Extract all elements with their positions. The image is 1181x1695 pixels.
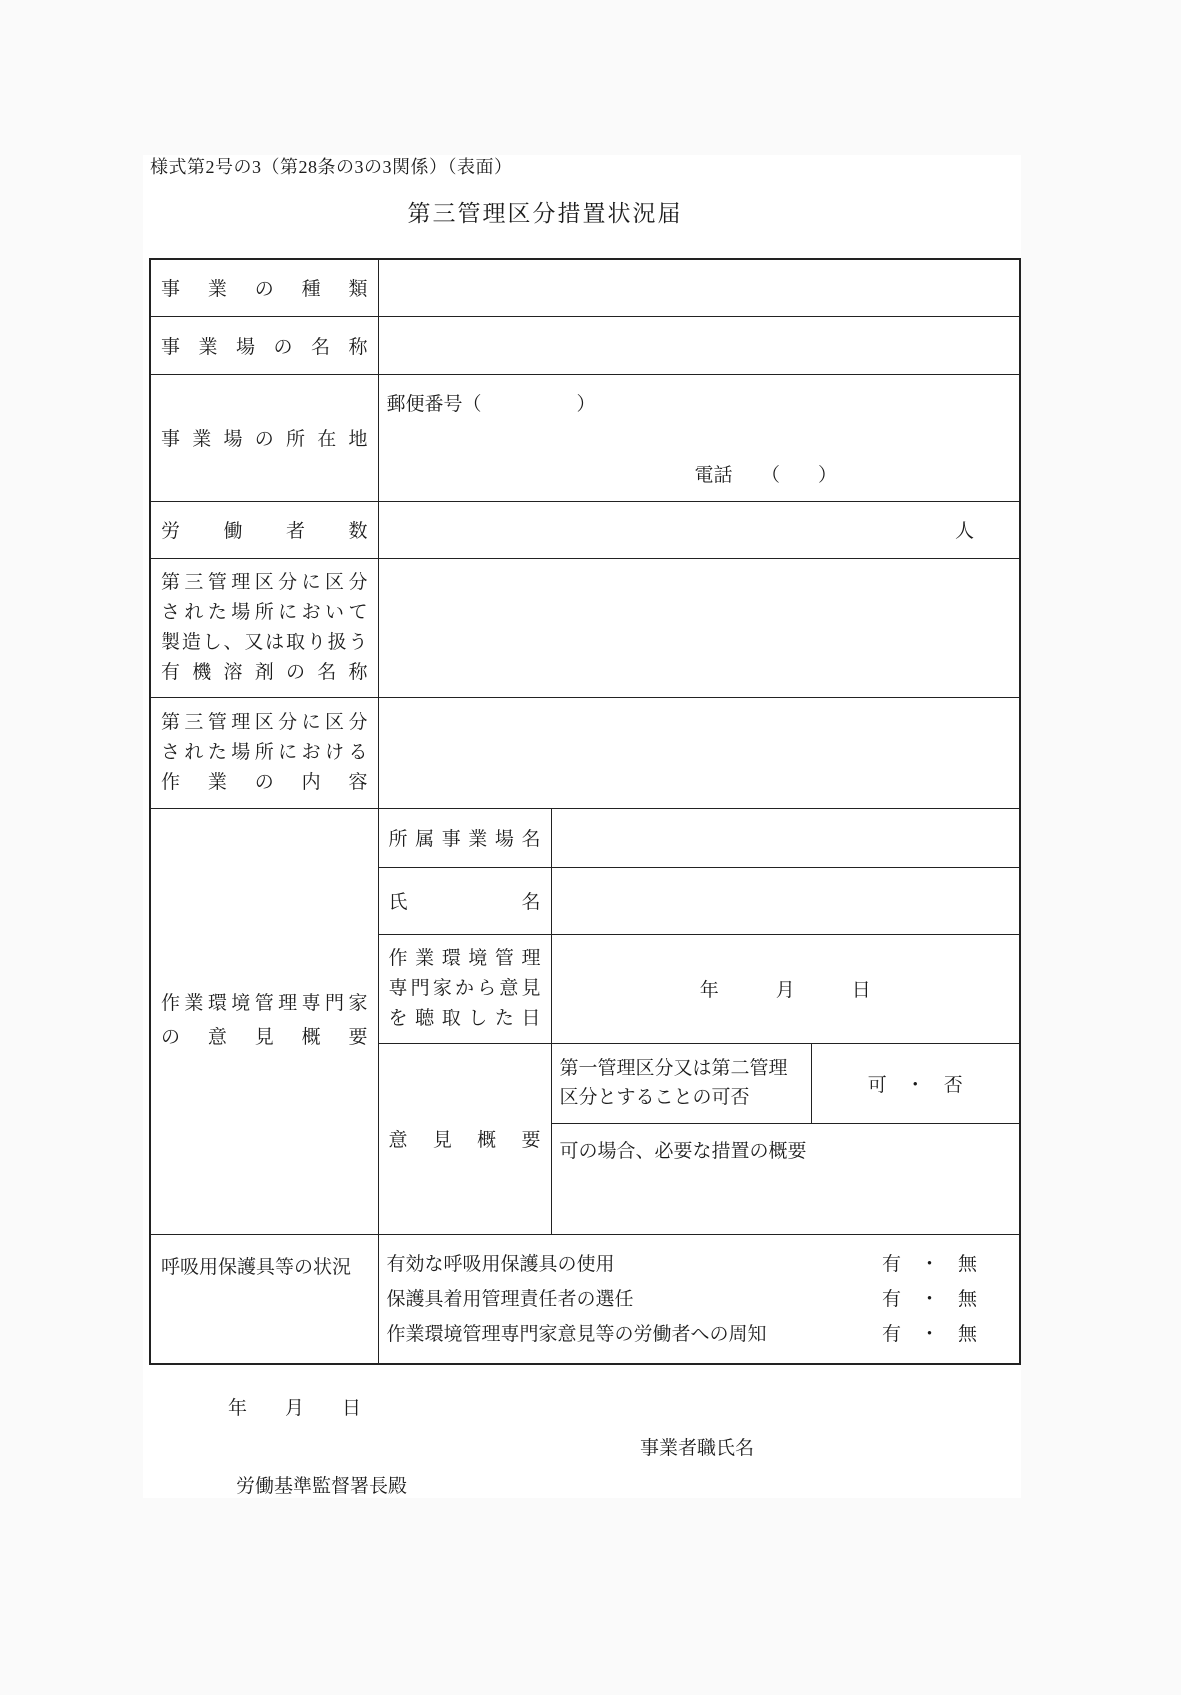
- expert-workplace-input-area: [551, 808, 1020, 867]
- respiratory-item: [379, 1247, 1020, 1282]
- row-workplace-name: [150, 316, 1020, 374]
- expert-name-input-area: [551, 867, 1020, 934]
- workplace-name-input-area: [378, 316, 1020, 374]
- solvent-name-label-cell: [150, 558, 378, 697]
- worker-count-label: 労働者数: [161, 521, 368, 542]
- reclassification-choice-cell: [811, 1043, 1020, 1123]
- hearing-date-placeholder: 年 月 日: [699, 980, 871, 1001]
- respiratory-item-label: 有効な呼吸用保護具の使用: [386, 1253, 615, 1275]
- opinion-summary-label: 意見概要: [388, 1130, 541, 1151]
- submission-date-placeholder: 年 月 日: [228, 1398, 362, 1419]
- solvent-name-label-line: 第三管理区分に区分: [161, 571, 368, 593]
- workplace-name-label-cell: [150, 316, 378, 374]
- page-title: 第三管理区分措置状況届: [407, 201, 683, 226]
- hearing-date-label-line: を聴取した日: [388, 1007, 541, 1029]
- measures-input-area: [551, 1123, 1020, 1234]
- workplace-address-label-cell: [150, 374, 378, 501]
- worker-count-input-area: [378, 501, 1020, 558]
- respiratory-label-cell: [150, 1234, 378, 1364]
- expert-name-label-cell: [378, 867, 551, 934]
- row-worker-count: [150, 501, 1020, 558]
- row-work-description: [150, 697, 1020, 808]
- employer-name-label: 事業者職氏名: [640, 1438, 755, 1459]
- work-description-label-line: 作業の内容: [161, 771, 368, 793]
- work-description-label-line: された場所における: [161, 741, 368, 763]
- document-page: [143, 155, 1021, 1498]
- workplace-address-label: 事業場の所在地: [161, 429, 368, 450]
- postal-code-label: 郵便番号（ ）: [386, 393, 596, 415]
- solvent-name-label-line: された場所において: [161, 601, 368, 623]
- work-description-label-cell: [150, 697, 378, 808]
- expert-opinion-label-line: 作業環境管理専門家: [161, 993, 368, 1014]
- form-table: [149, 258, 1021, 1365]
- form-number: 様式第2号の3（第28条の3の3関係）（表面）: [150, 157, 513, 177]
- respiratory-label: 呼吸用保護具等の状況: [161, 1256, 352, 1278]
- worker-count-unit: 人: [954, 521, 974, 542]
- row-business-type: [150, 259, 1020, 316]
- expert-workplace-label-cell: [378, 808, 551, 867]
- hearing-date-label-line: 作業環境管理: [388, 947, 541, 969]
- workplace-address-input-area: [378, 374, 1020, 501]
- respiratory-item-label: 作業環境管理専門家意見等の労働者への周知: [386, 1323, 767, 1345]
- respiratory-item-label: 保護具着用管理責任者の選任: [386, 1288, 634, 1310]
- expert-opinion-label-line: の意見概要: [161, 1027, 368, 1048]
- recipient-label: 労働基準監督署長殿: [236, 1476, 408, 1497]
- work-description-label-line: 第三管理区分に区分: [161, 711, 368, 733]
- row-workplace-address: [150, 374, 1020, 501]
- row-expert-workplace: [150, 808, 1020, 867]
- phone-label: 電話 （ ）: [694, 464, 838, 486]
- expert-opinion-label-cell: [150, 808, 378, 1234]
- respiratory-item-choice: 有 ・ 無: [881, 1323, 977, 1345]
- solvent-name-label-line: 有機溶剤の名称: [161, 661, 368, 683]
- respiratory-item-choice: 有 ・ 無: [881, 1288, 977, 1310]
- business-type-label-cell: [150, 259, 378, 316]
- reclassification-choice: 可 ・ 否: [867, 1074, 963, 1096]
- reclassification-label-line: 区分とすることの可否: [559, 1087, 750, 1108]
- respiratory-items-cell: [378, 1234, 1020, 1364]
- measures-label: 可の場合、必要な措置の概要: [559, 1140, 807, 1162]
- respiratory-item: [379, 1317, 1020, 1352]
- hearing-date-label-cell: [378, 934, 551, 1043]
- row-respiratory: [150, 1234, 1020, 1364]
- reclassification-label-line: 第一管理区分又は第二管理: [559, 1058, 788, 1079]
- expert-name-label: 氏名: [388, 892, 541, 913]
- respiratory-item: [379, 1282, 1020, 1317]
- worker-count-label-cell: [150, 501, 378, 558]
- opinion-summary-label-cell: [378, 1043, 551, 1234]
- business-type-input-area: [378, 259, 1020, 316]
- solvent-name-label-line: 製造し、又は取り扱う: [161, 631, 368, 653]
- business-type-label: 事業の種類: [161, 279, 368, 301]
- work-description-input-area: [378, 697, 1020, 808]
- hearing-date-input-area: [551, 934, 1020, 1043]
- row-solvent-name: [150, 558, 1020, 697]
- hearing-date-label-line: 専門家から意見: [388, 977, 541, 999]
- solvent-name-input-area: [378, 558, 1020, 697]
- respiratory-item-choice: 有 ・ 無: [881, 1253, 977, 1275]
- expert-workplace-label: 所属事業場名: [388, 829, 541, 850]
- workplace-name-label: 事業場の名称: [161, 336, 368, 358]
- reclassification-label-cell: [551, 1043, 811, 1123]
